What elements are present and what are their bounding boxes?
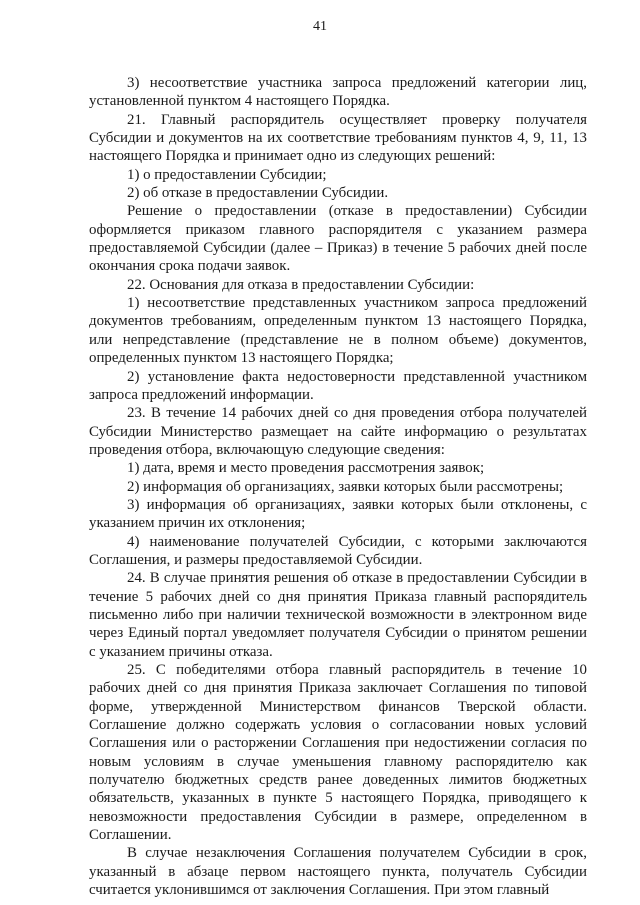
paragraph-22-item-1: 1) несоответствие представленных участником запроса предложений документов требованиям, определенным пунктом 13 настоящего Порядка, или непредставление (представление не в полном объеме) документов, определенных пунктом 13 настоящего Порядка; (89, 295, 587, 367)
paragraph-21-item-2: 2) об отказе в предоставлении Субсидии. (127, 185, 389, 202)
paragraph-22: 22. Основания для отказа в предоставлении Субсидии: (127, 276, 475, 293)
paragraph-21-decision: Решение о предоставлении (отказе в предоставлении) Субсидии оформляется приказом главного распорядителя с указанием размера предоставляемой Субсидии (далее – Приказ) в течение 5 рабочих дней после окончания срока подачи заявок. (89, 203, 587, 275)
paragraph-22-item-2: 2) установление факта недостоверности представленной участником запроса предложений информации. (89, 368, 587, 403)
paragraph-23-item-3: 3) информация об организациях, заявки которых были отклонены, с указанием причин их отклонения; (89, 496, 587, 532)
paragraph-25: 25. С победителями отбора главный распорядитель в течение 10 рабочих дней со дня принятия Приказа заключает Соглашения по типовой форме, утвержденной Министерством финансов Тверской области. Соглашение должно содержать условия о согласовании новых условий Соглашения или о расторжении Соглашения при недостижении согласия по новым условиям в случае уменьшения главному распорядителю как получателю бюджетных средств ранее доведенных лимитов бюджетных обязательств, указанных в пункте 5 настоящего Порядка, приводящего к невозможности предоставления Субсидии в размере, определенном в Соглашении. (89, 662, 587, 844)
paragraph-23: 23. В течение 14 рабочих дней со дня проведения отбора получателей Субсидии Министерство размещает на сайте информацию о результатах проведения отбора, включающую следующие сведения: (89, 405, 587, 458)
document-body (89, 74, 587, 899)
paragraph-24: 24. В случае принятия решения об отказе в предоставлении Субсидии в течение 5 рабочих дней со дня принятия Приказа главный распорядитель письменно либо при наличии технической возможности в электронном виде через Единый портал уведомляет получателя Субсидии о принятом решении с указанием причины отказа. (89, 570, 587, 660)
paragraph-21-item-1: 1) о предоставлении Субсидии; (127, 166, 327, 183)
paragraph-25-second: В случае незаключения Соглашения получателем Субсидии в срок, указанный в абзаце первом настоящего пункта, получатель Субсидии считается уклонившимся от заключения Соглашения. При этом главный (89, 845, 587, 899)
paragraph-3-nonconformity: 3) несоответствие участника запроса предложений категории лиц, установленной пунктом 4 настоящего Порядка. (89, 75, 587, 110)
page-number: 41 (313, 19, 327, 34)
paragraph-23-item-1: 1) дата, время и место проведения рассмотрения заявок; (127, 460, 485, 477)
paragraph-23-item-2: 2) информация об организациях, заявки которых были рассмотрены; (127, 478, 564, 495)
paragraph-21: 21. Главный распорядитель осуществляет проверку получателя Субсидии и документов на их соответствие требованиям пунктов 4, 9, 11, 13 настоящего Порядка и принимает одно из следующих решений: (89, 111, 587, 165)
paragraph-23-item-4: 4) наименование получателей Субсидии, с которыми заключаются Соглашения, и размеры предоставляемой Субсидии. (89, 533, 587, 568)
